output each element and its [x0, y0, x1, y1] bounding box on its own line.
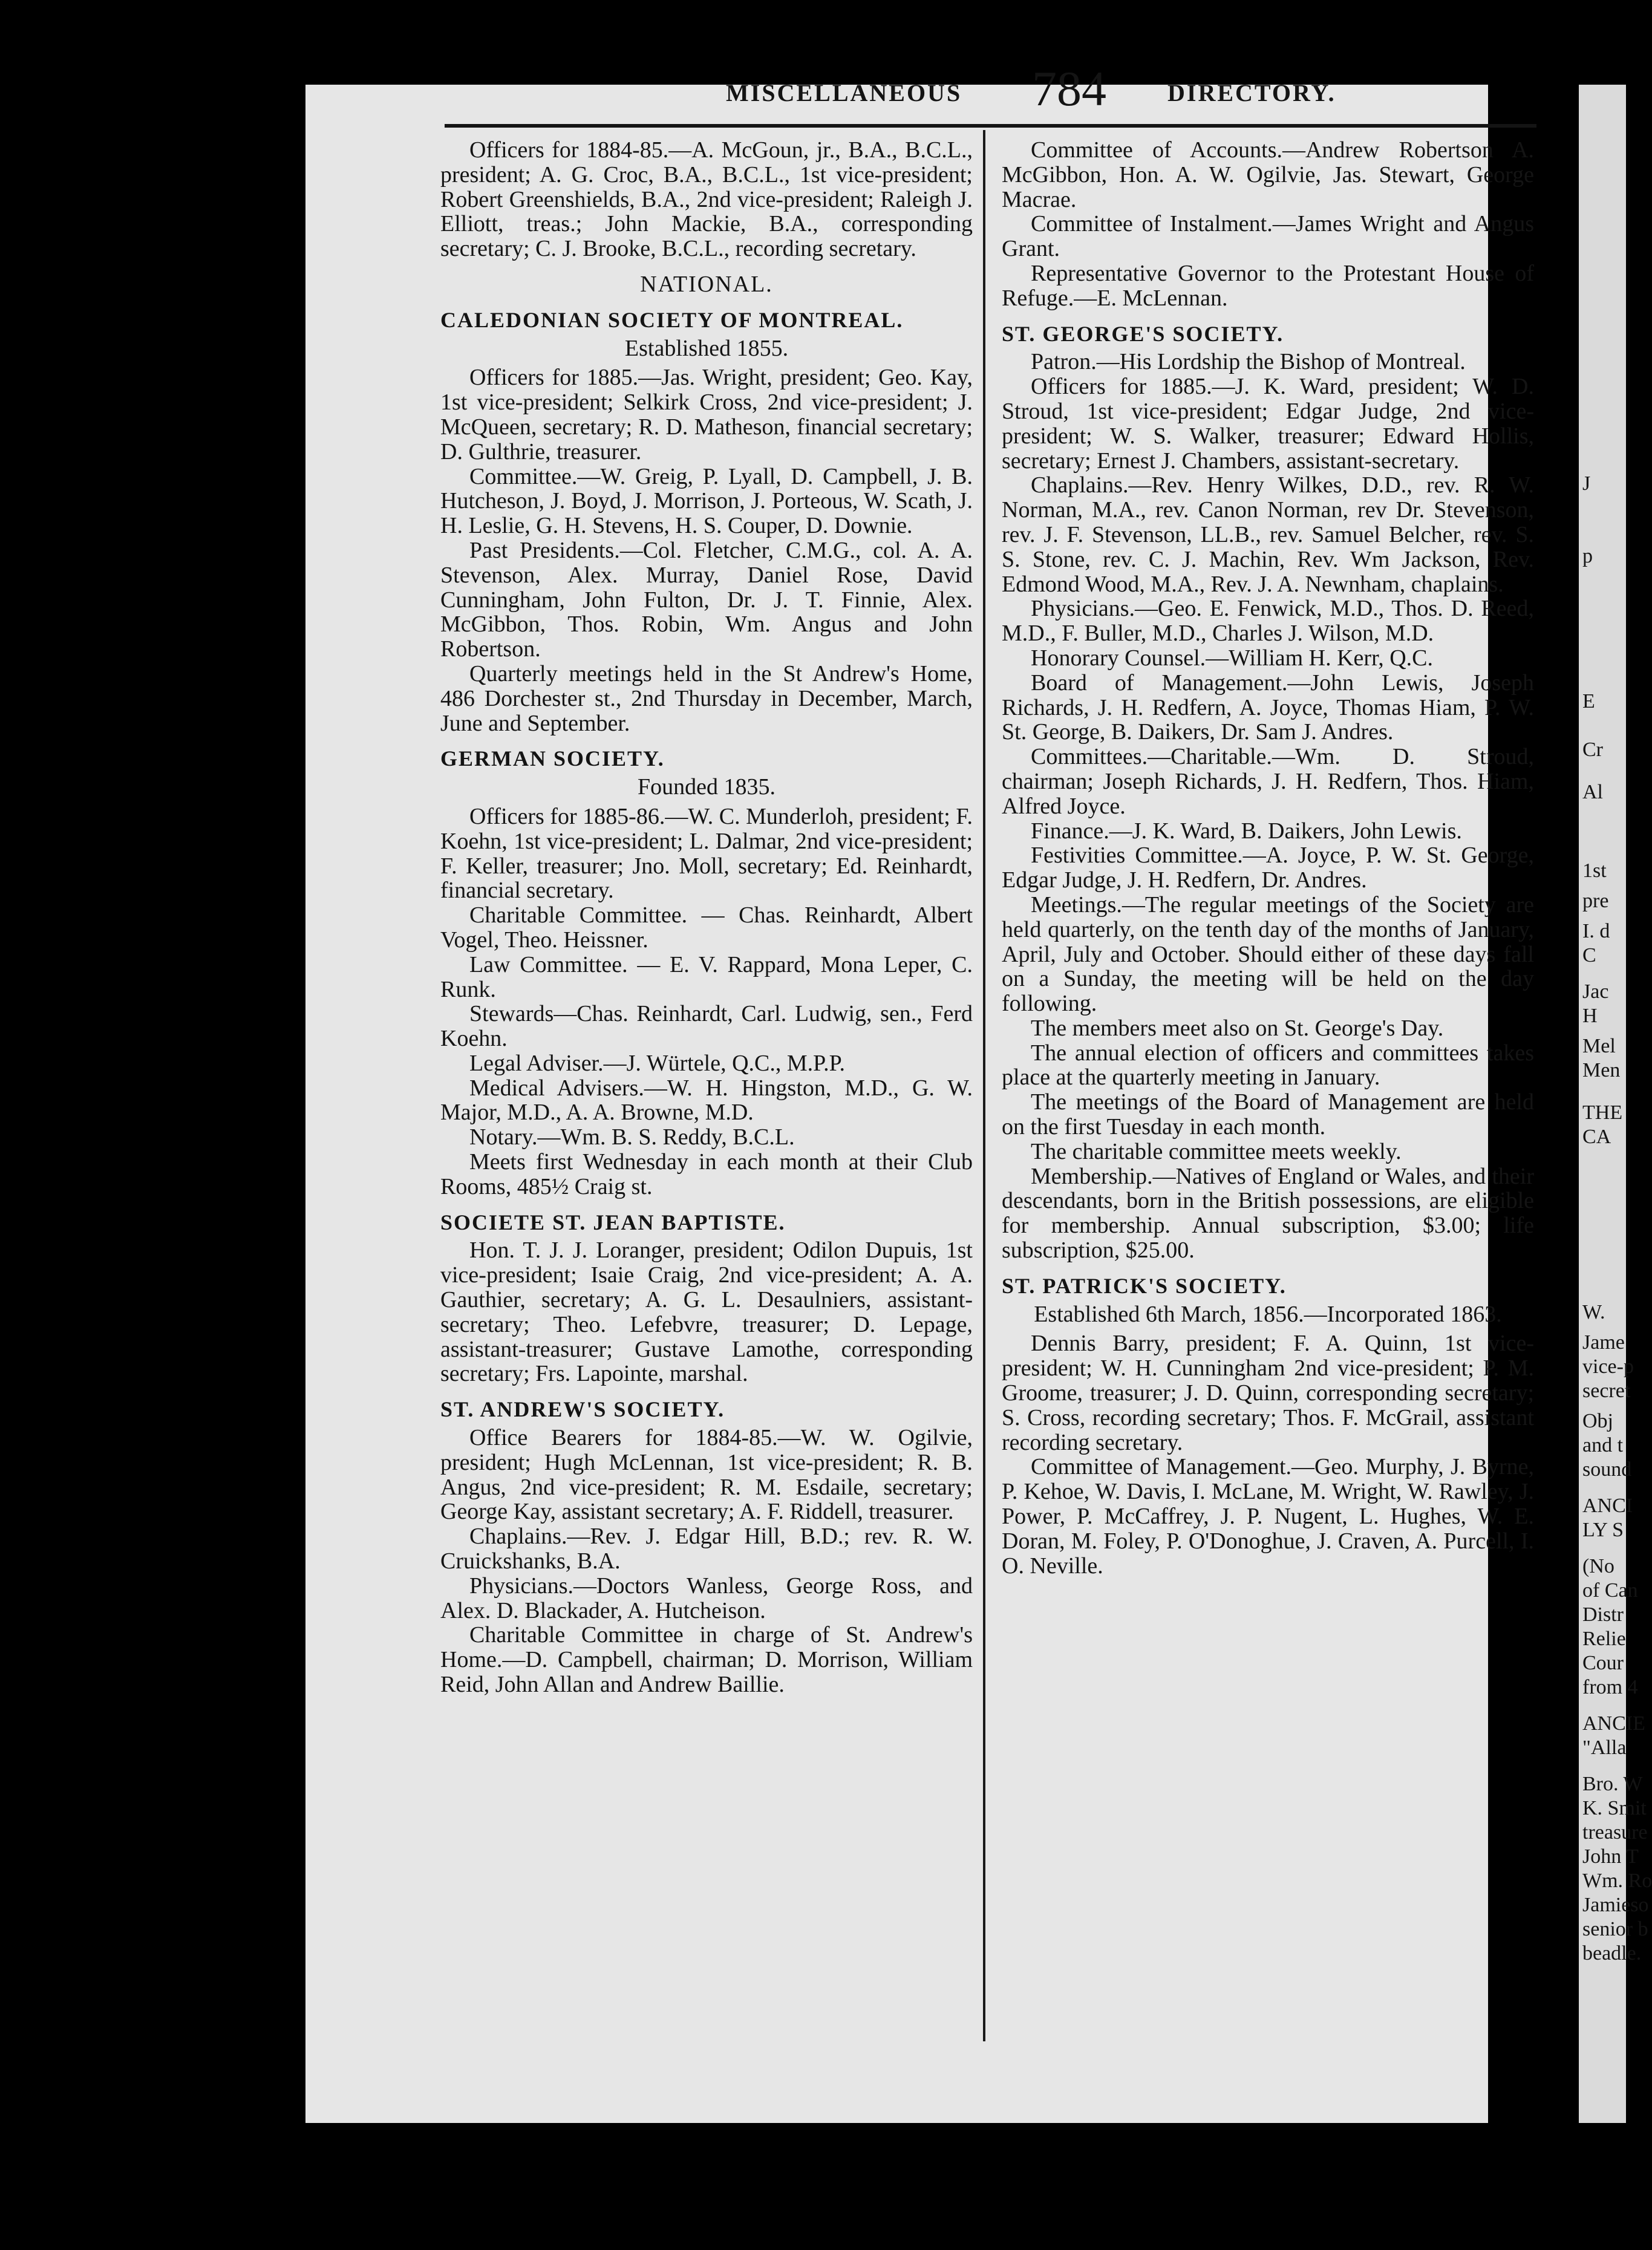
fragment-line: ANCIE: [1582, 1712, 1645, 1735]
section-heading: NATIONAL.: [640, 271, 773, 297]
directory-entry: Chaplains.—Rev. Henry Wilkes, D.D., rev. R. W. Norman, M.A., rev. Canon Norman, rev Dr. Stevenson, rev. J. F. Stevenson, LL.B., rev. Samuel Belcher, rev. S. S. Stone, rev. C. J. Machin, Rev. Wm Jackson, Rev. Edmond Wood, M.A., Rev. J. A. Newnham, chaplains.: [1002, 472, 1534, 597]
directory-entry: Officers for 1884-85.—A. McGoun, jr., B.A., B.C.L., president; A. G. Croc, B.A., B.C.L., 1st vice-president; Robert Greenshields, B.A., 2nd vice-president; Raleigh J. Elliott, treas.; John Mackie, B.A., corresponding secretary; C. J. Brooke, B.C.L., recording secretary.: [440, 137, 973, 262]
fragment-line: Mel: [1582, 1035, 1616, 1057]
directory-entry: Charitable Committee in charge of St. Andrew's Home.—D. Campbell, chairman; D. Morrison, William Reid, John Allan and Andrew Baillie.: [440, 1622, 973, 1698]
fragment-line: of Can: [1582, 1579, 1638, 1602]
fragment-line: pre: [1582, 890, 1609, 912]
fragment-line: beadle.: [1582, 1942, 1642, 1965]
directory-entry: Physicians.—Doctors Wanless, George Ross, and Alex. D. Blackader, A. Hutcheison.: [440, 1573, 973, 1623]
fragment-line: Jamieso: [1582, 1894, 1649, 1916]
fragment-line: K. Smit: [1582, 1797, 1647, 1819]
directory-entry: Meetings.—The regular meetings of the Society are held quarterly, on the tenth day of the months of January, April, July and October. Should either of these days fall on a Sunday, the meeting will be held on the day following.: [1002, 892, 1534, 1017]
directory-entry: Hon. T. J. J. Loranger, president; Odilon Dupuis, 1st vice-president; Isaie Craig, 2nd vice-president; A. A. Gauthier, secretary; A. G. L. Desaulniers, assistant-secretary; Theo. Lefebvre, treasurer; D. Lepage, assistant-treasurer; Gustave Lamothe, corresponding secretary; Frs. Lapointe, marshal.: [440, 1238, 973, 1387]
fragment-line: Bro. W: [1582, 1773, 1643, 1795]
fragment-line: Cour: [1582, 1652, 1624, 1674]
fragment-line: THE: [1582, 1101, 1623, 1124]
fragment-line: Wm. Ro: [1582, 1870, 1652, 1892]
directory-entry: Dennis Barry, president; F. A. Quinn, 1st vice-president; W. H. Cunningham 2nd vice-president; P. M. Groome, treasurer; J. D. Quinn, corresponding secretary; S. Cross, recording secretary; Thos. F. McGrail, assistant recording secretary.: [1002, 1331, 1534, 1455]
header-right: DIRECTORY.: [1167, 79, 1336, 106]
directory-entry: Committee of Instalment.—James Wright and Angus Grant.: [1002, 211, 1534, 262]
directory-entry: Board of Management.—John Lewis, Joseph Richards, J. H. Redfern, A. Joyce, Thomas Hiam, P. W. St. George, B. Daikers, Dr. Sam J. Andres.: [1002, 670, 1534, 745]
header-rule: [445, 124, 1536, 128]
directory-entry: Law Committee. — E. V. Rappard, Mona Leper, C. Runk.: [440, 951, 973, 1002]
fragment-line: Distr: [1582, 1603, 1624, 1626]
directory-entry: Committees.—Charitable.—Wm. D. Stroud, chairman; Joseph Richards, J. H. Redfern, Thos. Hiam, Alfred Joyce.: [1002, 744, 1534, 819]
fragment-line: (No: [1582, 1555, 1614, 1577]
fragment-line: from 4: [1582, 1676, 1638, 1698]
directory-entry: Quarterly meetings held in the St Andrew's Home, 486 Dorchester st., 2nd Thursday in December, March, June and September.: [440, 660, 973, 736]
fragment-line: p: [1582, 545, 1593, 567]
directory-entry: Patron.—His Lordship the Bishop of Montreal.: [1031, 349, 1466, 375]
directory-entry: The meetings of the Board of Management are held on the first Tuesday in each month.: [1002, 1089, 1534, 1140]
fragment-line: E: [1582, 690, 1595, 712]
fragment-line: I. d: [1582, 920, 1610, 942]
directory-entry: Representative Governor to the Protestant House of Refuge.—E. McLennan.: [1002, 260, 1534, 311]
directory-entry: Legal Adviser.—J. Würtele, Q.C., M.P.P.: [469, 1050, 846, 1076]
fragment-line: Jac: [1582, 980, 1609, 1003]
next-page-fragment: [1579, 85, 1652, 2123]
society-heading: SOCIETE ST. JEAN BAPTISTE.: [440, 1210, 786, 1234]
fragment-line: ANCI: [1582, 1495, 1633, 1517]
fragment-line: John T: [1582, 1845, 1639, 1868]
right-column: [1002, 138, 1534, 2025]
fragment-line: H: [1582, 1005, 1598, 1027]
fragment-line: and t: [1582, 1434, 1624, 1456]
directory-entry: Charitable Committee. — Chas. Reinhardt, Albert Vogel, Theo. Heissner.: [440, 902, 973, 953]
directory-entry: The members meet also on St. George's Day.: [1031, 1015, 1444, 1041]
society-subheading: Established 1855.: [624, 335, 789, 361]
directory-entry: The annual election of officers and committees takes place at the quarterly meeting in January.: [1002, 1040, 1534, 1091]
fragment-line: J: [1582, 472, 1591, 495]
fragment-line: Men: [1582, 1059, 1621, 1081]
column-divider: [983, 130, 985, 2041]
fragment-line: vice-p: [1582, 1355, 1634, 1378]
directory-entry: Committee of Accounts.—Andrew Robertson A. McGibbon, Hon. A. W. Ogilvie, Jas. Stewart, George Macrae.: [1002, 137, 1534, 212]
society-heading: ST. ANDREW'S SOCIETY.: [440, 1397, 725, 1422]
directory-entry: Committee of Management.—Geo. Murphy, J. Byrne, P. Kehoe, W. Davis, I. McLane, M. Wright, W. Rawley, J. Power, P. McCaffrey, J. P. Nugent, L. Hughes, W. E. Doran, M. Foley, P. O'Donoghue, J. Craven, A. Purcell, I. O. Neville.: [1002, 1454, 1534, 1579]
fragment-line: W.: [1582, 1301, 1605, 1323]
fragment-line: Jame: [1582, 1331, 1625, 1354]
directory-entry: The charitable committee meets weekly.: [1031, 1138, 1402, 1164]
society-heading: ST. PATRICK'S SOCIETY.: [1002, 1273, 1287, 1298]
directory-entry: Festivities Committee.—A. Joyce, P. W. St. George, Edgar Judge, J. H. Redfern, Dr. Andres.: [1002, 843, 1534, 893]
fragment-line: C: [1582, 944, 1596, 967]
scan-left-margin: [0, 0, 305, 2250]
directory-entry: Meets first Wednesday in each month at their Club Rooms, 485½ Craig st.: [440, 1149, 973, 1199]
society-heading: GERMAN SOCIETY.: [440, 746, 665, 771]
directory-entry: Medical Advisers.—W. H. Hingston, M.D., G. W. Major, M.D., A. A. Browne, M.D.: [440, 1075, 973, 1126]
left-column: [440, 138, 973, 2025]
society-heading: ST. GEORGE'S SOCIETY.: [1002, 321, 1284, 346]
directory-entry: Officers for 1885-86.—W. C. Munderloh, president; F. Koehn, 1st vice-president; L. Dalmar, 2nd vice-president; F. Keller, treasurer; Jno. Moll, secretary; Ed. Reinhardt, financial secretary.: [440, 803, 973, 904]
page-number: 784: [1032, 61, 1106, 116]
directory-entry: Membership.—Natives of England or Wales, and their descendants, born in the British possessions, are eligible for membership. Annual subscription, $3.00; life subscription, $25.00.: [1002, 1163, 1534, 1264]
fragment-line: Cr: [1582, 739, 1603, 761]
fragment-line: LY S: [1582, 1519, 1624, 1541]
fragment-line: senior b: [1582, 1918, 1648, 1940]
directory-entry: Finance.—J. K. Ward, B. Daikers, John Lewis.: [1031, 818, 1462, 844]
directory-entry: Committee.—W. Greig, P. Lyall, D. Campbell, J. B. Hutcheson, J. Boyd, J. Morrison, J. Porteous, W. Scath, J. H. Leslie, G. H. Stevens, H. S. Couper, D. Downie.: [440, 463, 973, 539]
fragment-line: CA: [1582, 1126, 1611, 1148]
page-header: [417, 60, 1336, 127]
fragment-line: Al: [1582, 781, 1603, 803]
fragment-line: Obj: [1582, 1410, 1613, 1432]
society-heading: CALEDONIAN SOCIETY OF MONTREAL.: [440, 307, 904, 332]
directory-entry: Office Bearers for 1884-85.—W. W. Ogilvie, president; Hugh McLennan, 1st vice-president; R. B. Angus, 2nd vice-president; R. M. Esdaile, secretary; George Kay, assistant secretary; A. F. Riddell, treasurer.: [440, 1425, 973, 1525]
directory-entry: Officers for 1885.—J. K. Ward, president; W. D. Stroud, 1st vice-president; Edgar Judge, 2nd vice-president; W. S. Walker, treasurer; Edward Hollis, secretary; Ernest J. Chambers, assistant-secretary.: [1002, 374, 1534, 474]
fragment-line: Relie: [1582, 1628, 1626, 1650]
directory-entry: Stewards—Chas. Reinhardt, Carl. Ludwig, sen., Ferd Koehn.: [440, 1001, 973, 1052]
fragment-line: sound: [1582, 1458, 1632, 1481]
directory-entry: Physicians.—Geo. E. Fenwick, M.D., Thos. D. Reed, M.D., F. Buller, M.D., Charles J. Wilson, M.D.: [1002, 596, 1534, 647]
directory-entry: Honorary Counsel.—William H. Kerr, Q.C.: [1031, 645, 1433, 671]
society-subheading: Founded 1835.: [638, 774, 775, 800]
fragment-line: 1st: [1582, 859, 1607, 882]
header-left: MISCELLANEOUS: [726, 79, 962, 106]
directory-entry: Notary.—Wm. B. S. Reddy, B.C.L.: [469, 1124, 795, 1150]
directory-entry: Officers for 1885.—Jas. Wright, president; Geo. Kay, 1st vice-president; Selkirk Cross, 2nd vice-president; J. McQueen, secretary; R. D. Matheson, financial secretary; D. Gulthrie, treasurer.: [440, 365, 973, 465]
directory-entry: Past Presidents.—Col. Fletcher, C.M.G., col. A. A. Stevenson, Alex. Murray, Daniel Rose, David Cunningham, John Fulton, Dr. J. T. Finnie, Alex. McGibbon, Thos. Robin, Wm. Angus and John Robertson.: [440, 537, 973, 662]
directory-entry: Chaplains.—Rev. J. Edgar Hill, B.D.; rev. R. W. Cruickshanks, B.A.: [440, 1524, 973, 1574]
fragment-line: secret: [1582, 1380, 1631, 1402]
society-subheading: Established 6th March, 1856.—Incorporated 1863.: [1034, 1301, 1502, 1327]
fragment-line: "Alla: [1582, 1736, 1627, 1759]
fragment-line: treasure: [1582, 1821, 1648, 1844]
